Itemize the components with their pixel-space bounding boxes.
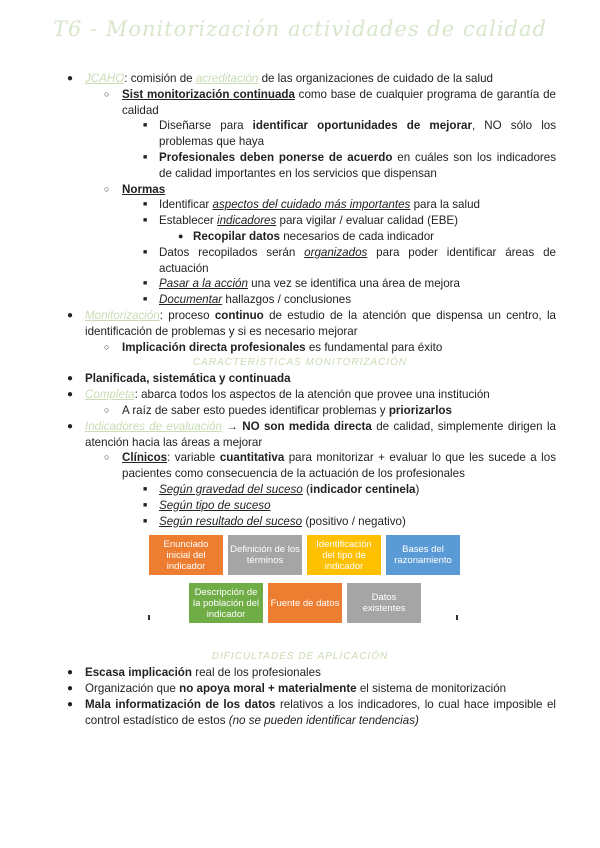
list-item-jcaho: ● JCAHO: comisión de acreditación de las organizaciones de cuidado de la salud <box>67 72 493 85</box>
list-item-norma-5: ■ Documentar hallazgos / conclusiones <box>143 293 352 307</box>
list-item-organizacion: ● Organización que no apoya moral + materialmente el sistema de monitorización <box>67 682 507 696</box>
list-item-raiz: ○ A raíz de saber esto puedes identificar problemas y priorizarlos <box>104 403 452 417</box>
bullet-disc-icon: ● <box>67 698 74 710</box>
bullet-disc-icon: ● <box>178 230 184 241</box>
list-item-norma-1: ■ Identificar aspectos del cuidado más importantes para la salud <box>143 198 480 212</box>
term-jcaho: JCAHO <box>85 72 125 85</box>
bullet-circle-icon: ○ <box>104 341 110 352</box>
term-acreditacion: acreditación <box>195 72 259 85</box>
list-item-norma-3: ■ Datos recopilados serán organizados para poder identificar áreas de actuación <box>143 245 556 275</box>
bullet-square-icon: ■ <box>143 122 148 130</box>
bullet-disc-icon: ● <box>67 373 74 385</box>
bullet-square-icon: ■ <box>143 517 148 525</box>
list-item-clinico-2: ■ Según tipo de suceso <box>143 498 271 512</box>
list-item-monitorizacion: ● Monitorización: proceso continuo de estudio de la atención que dispensa un centro, la identificación de problemas y si es necesario mejorar <box>67 308 556 338</box>
list-item-implicacion: ○ Implicación directa profesionales es fundamental para éxito <box>104 340 443 354</box>
arrow-right-icon: → <box>221 419 243 433</box>
list-item-profesionales: ■ Profesionales deben ponerse de acuerdo en cuáles son los indicadores de calidad importantes en los servicios que dispensan <box>143 150 556 180</box>
list-item-indicadores: ● Indicadores de evaluación → NO son medida directa de calidad, simplemente dirigen la atención hacia las áreas a mejorar <box>67 419 556 449</box>
diagram-corner-right <box>456 615 458 620</box>
bullet-square-icon: ■ <box>143 217 148 225</box>
list-item-clinico-1: ■ Según gravedad del suceso (indicador centinela) <box>143 482 420 496</box>
list-item-clinicos: ○ Clínicos: variable cuantitativa para monitorizar + evaluar lo que les sucede a los pacientes como consecuencia de la actuación de los profesionales <box>104 451 556 481</box>
bullet-disc-icon: ● <box>67 667 74 679</box>
bullet-circle-icon: ○ <box>104 404 110 415</box>
list-item-norma-4: ■ Pasar a la acción una vez se identifica una área de mejora <box>143 277 460 291</box>
bullet-square-icon: ■ <box>143 501 148 509</box>
bullet-disc-icon: ● <box>67 389 74 401</box>
bullet-disc-icon: ● <box>67 420 74 432</box>
diagram-box-enunciado: Enunciado inicial del indicador <box>149 535 223 575</box>
term-monitorizacion: Monitorización <box>85 308 160 322</box>
section-heading-dificultades: DIFICULTADES DE APLICACIÓN <box>211 651 389 663</box>
document-body <box>0 71 600 729</box>
list-item-planificada: ● Planificada, sistemática y continuada <box>67 372 291 386</box>
diagram-box-descripcion: Descripción de la población del indicador <box>189 583 263 623</box>
list-item-mala: ● Mala informatización de los datos relativos a los indicadores, lo cual hace imposible el control estadístico de estos (no se pueden identificar tendencias) <box>67 697 556 727</box>
diagram-box-identificacion: Identificación del tipo de indicador <box>307 535 381 575</box>
list-item-norma-2: ■ Establecer indicadores para vigilar / evaluar calidad (EBE) <box>143 214 459 228</box>
term-indicadores: Indicadores de evaluación <box>85 419 222 433</box>
bullet-square-icon: ■ <box>143 153 148 161</box>
bullet-square-icon: ■ <box>143 280 148 288</box>
section-heading-caracteristicas: CARACTERÍSTICAS MONITORIZACIÓN <box>192 357 408 369</box>
indicator-steps-diagram <box>0 531 600 641</box>
diagram-corner-left <box>148 615 150 620</box>
list-item-escasa: ● Escasa implicación real de los profesionales <box>67 666 321 680</box>
list-item-norma-2a: ● Recopilar datos necesarios de cada indicador <box>178 229 435 243</box>
diagram-box-datos: Datos existentes <box>347 583 421 623</box>
list-item-normas: ○ Normas <box>104 182 166 196</box>
bullet-square-icon: ■ <box>143 296 148 304</box>
bullet-square-icon: ■ <box>143 485 148 493</box>
list-item-disenarse: ■ Diseñarse para identificar oportunidades de mejorar, NO sólo los problemas que haya <box>143 119 557 149</box>
page-title: T6 - Monitorización actividades de calidad <box>53 17 547 41</box>
list-item-clinico-3: ■ Según resultado del suceso (positivo / negativo) <box>143 514 406 528</box>
list-item-sist: ○ Sist monitorización continuada como base de cualquier programa de garantía de calidad <box>104 87 556 117</box>
bullet-disc-icon: ● <box>67 309 74 321</box>
diagram-box-bases: Bases del razonamiento <box>386 535 460 575</box>
bullet-circle-icon: ○ <box>104 88 110 99</box>
diagram-box-fuente: Fuente de datos <box>268 583 342 623</box>
bullet-disc-icon: ● <box>67 683 74 695</box>
bullet-square-icon: ■ <box>143 248 148 256</box>
bullet-disc-icon: ● <box>67 73 74 84</box>
bullet-circle-icon: ○ <box>104 452 110 463</box>
term-completa: Completa <box>85 388 135 402</box>
list-item-completa: ● Completa: abarca todos los aspectos de la atención que provee una institución <box>67 388 490 402</box>
bullet-circle-icon: ○ <box>104 183 110 194</box>
bullet-square-icon: ■ <box>143 201 148 209</box>
diagram-box-definicion: Definición de los términos <box>228 535 302 575</box>
